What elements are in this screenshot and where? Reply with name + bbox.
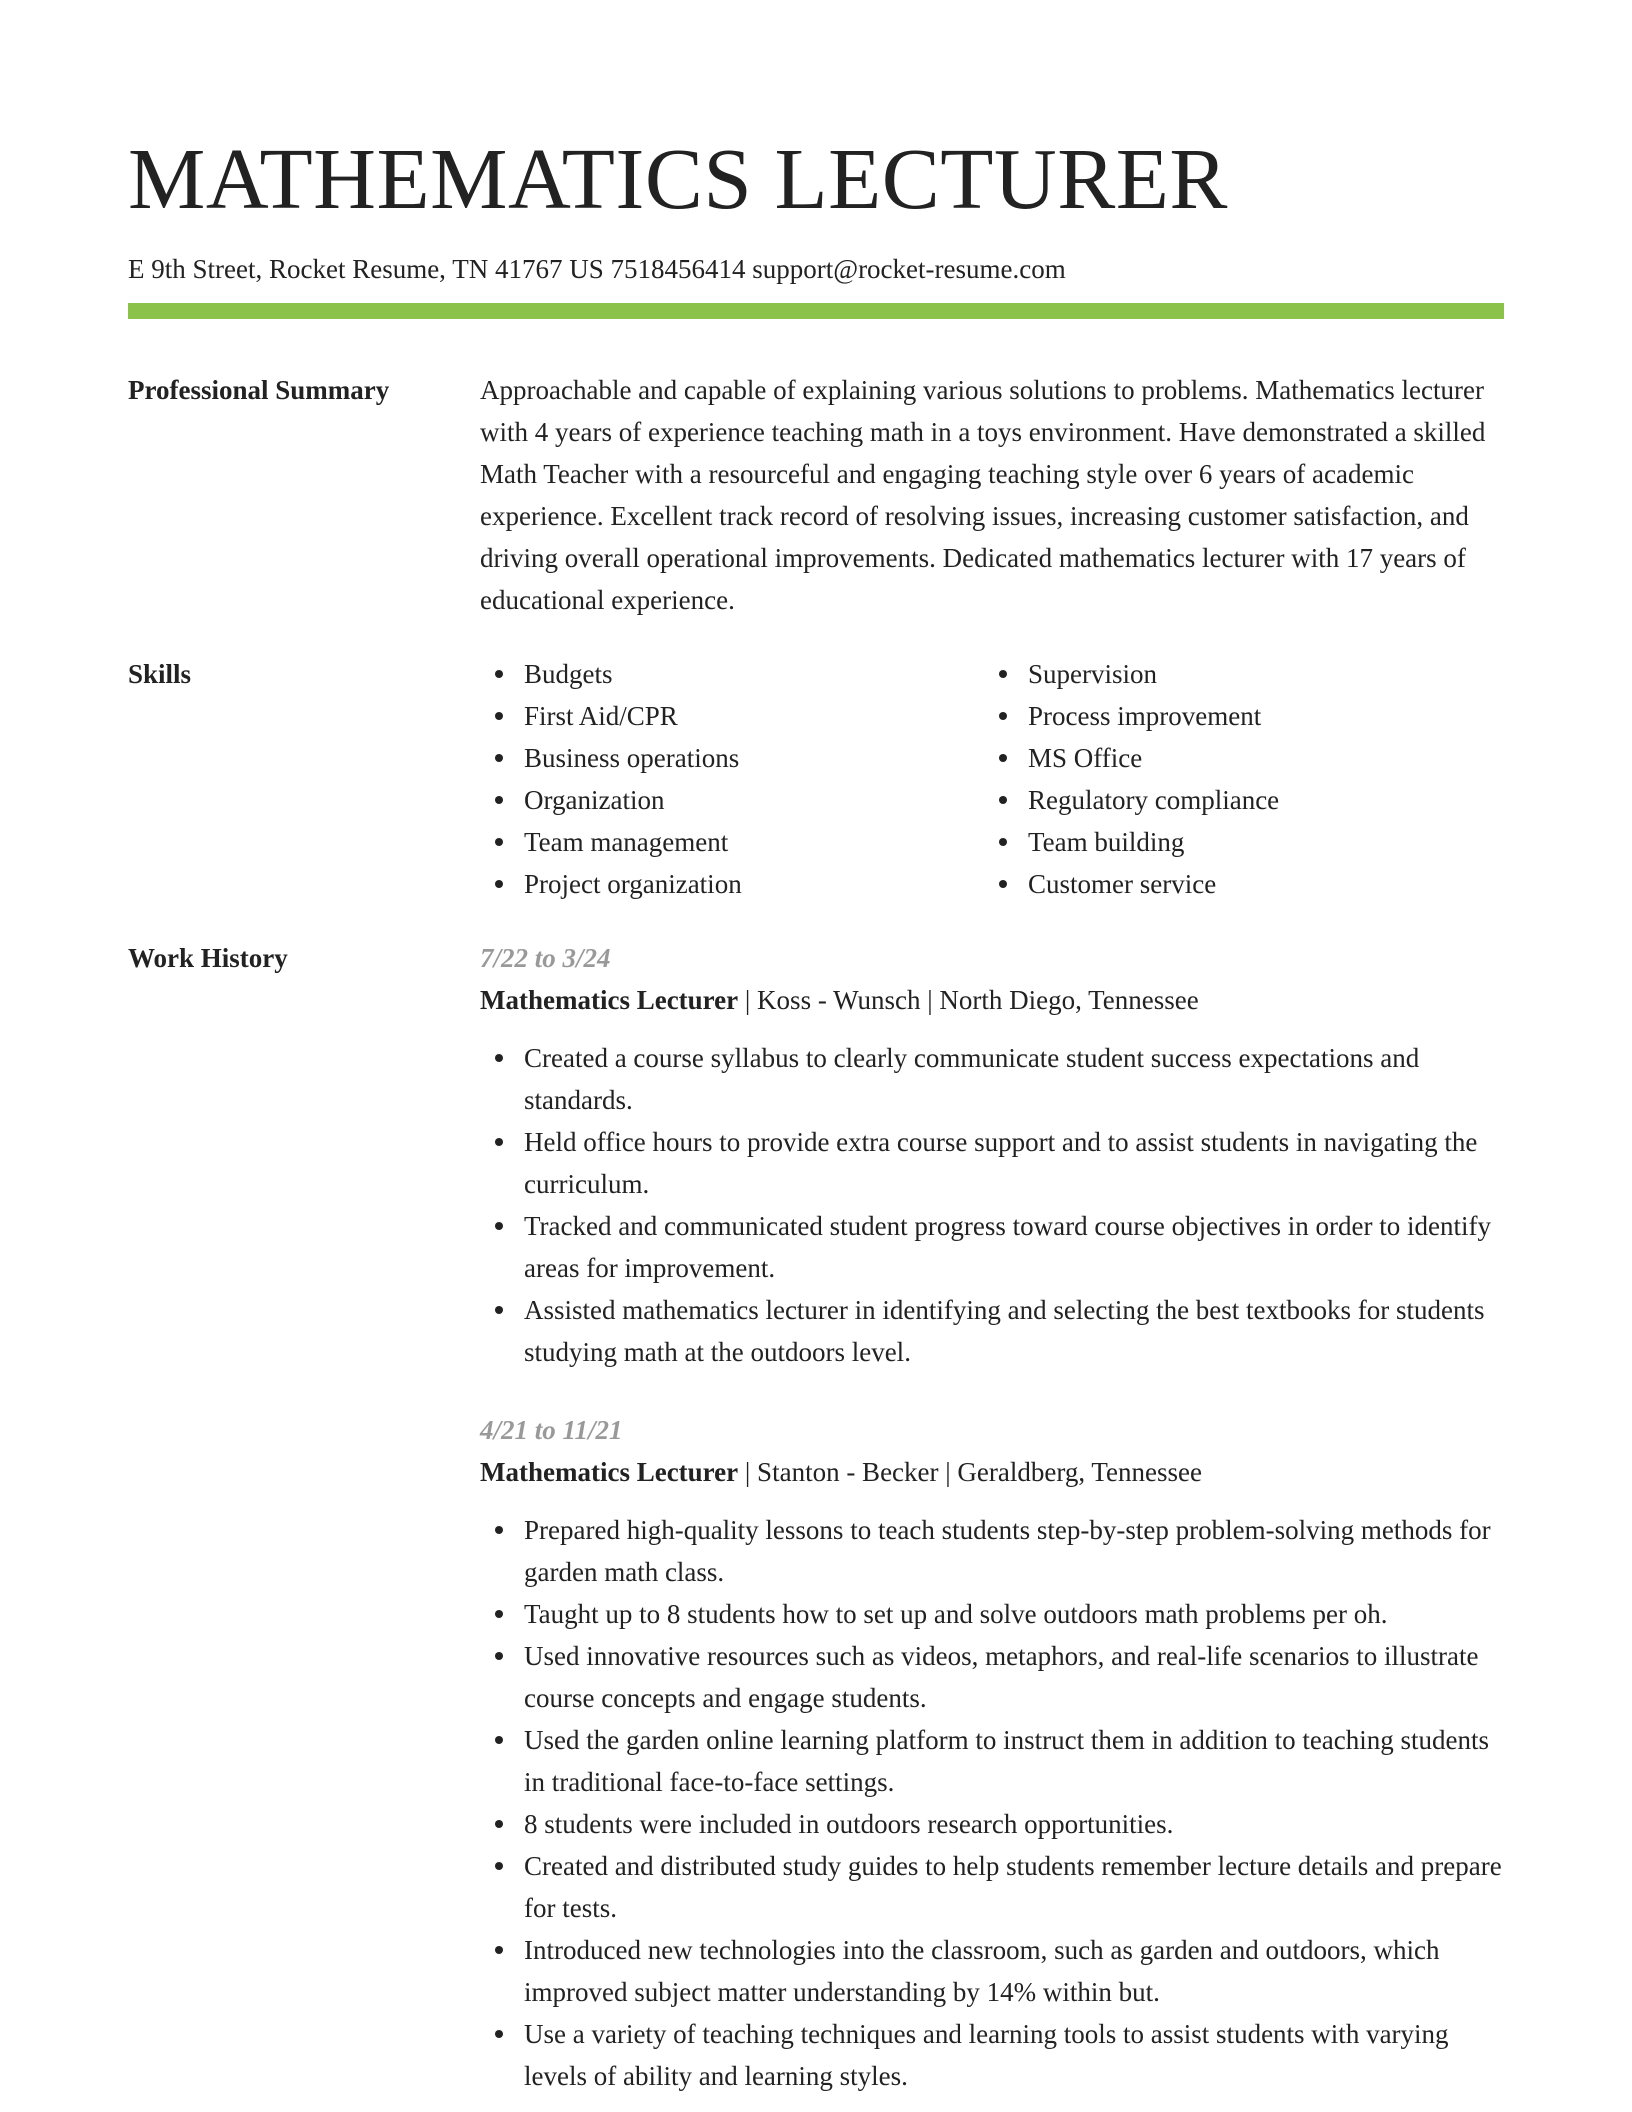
skill-item: Business operations [480, 737, 984, 779]
job-heading [480, 979, 1504, 1021]
job-dates: 7/22 to 3/24 [480, 943, 611, 973]
skill-item: Organization [480, 779, 984, 821]
professional-summary-section [128, 369, 1504, 621]
job-entry [480, 937, 1504, 1373]
section-label-skills: Skills [128, 659, 192, 689]
skill-item: Team management [480, 821, 984, 863]
job-bullet: Used the garden online learning platform to instruct them in addition to teaching students in traditional face-to-face settings. [480, 1719, 1504, 1803]
skills-section [128, 653, 1504, 905]
job-bullet: Introduced new technologies into the classroom, such as garden and outdoors, which improved subject matter understanding by 14% within but. [480, 1929, 1504, 2013]
job-bullet: Tracked and communicated student progress toward course objectives in order to identify areas for improvement. [480, 1205, 1504, 1289]
skill-item: Budgets [480, 653, 984, 695]
job-dates: 4/21 to 11/21 [480, 1415, 623, 1445]
skill-item: Process improvement [984, 695, 1488, 737]
work-history-body [480, 937, 1504, 2097]
job-title: Mathematics Lecturer [480, 1457, 739, 1487]
skill-item: Regulatory compliance [984, 779, 1488, 821]
job-bullets [480, 1037, 1504, 1373]
accent-divider [128, 303, 1504, 319]
job-bullet: Created and distributed study guides to help students remember lecture details and prepare for tests. [480, 1845, 1504, 1929]
job-heading [480, 1451, 1504, 1493]
skill-item: MS Office [984, 737, 1488, 779]
job-bullet: Held office hours to provide extra course support and to assist students in navigating the curriculum. [480, 1121, 1504, 1205]
job-bullet: Assisted mathematics lecturer in identifying and selecting the best textbooks for students studying math at the outdoors level. [480, 1289, 1504, 1373]
job-details: | Koss - Wunsch | North Diego, Tennessee [738, 985, 1199, 1015]
section-label-summary: Professional Summary [128, 375, 390, 405]
job-bullet: Use a variety of teaching techniques and learning tools to assist students with varying levels of ability and learning styles. [480, 2013, 1504, 2097]
skill-item: First Aid/CPR [480, 695, 984, 737]
skill-item: Team building [984, 821, 1488, 863]
job-bullet: 8 students were included in outdoors research opportunities. [480, 1803, 1504, 1845]
job-entry [480, 1409, 1504, 2097]
skills-column-left [480, 653, 984, 905]
skill-item: Project organization [480, 863, 984, 905]
skill-item: Customer service [984, 863, 1488, 905]
job-title: Mathematics Lecturer [480, 985, 739, 1015]
work-history-section [128, 937, 1504, 2097]
job-details: | Stanton - Becker | Geraldberg, Tennessee [738, 1457, 1202, 1487]
job-bullet: Created a course syllabus to clearly communicate student success expectations and standards. [480, 1037, 1504, 1121]
skills-grid [480, 653, 1504, 905]
section-label-work: Work History [128, 943, 288, 973]
skill-item: Supervision [984, 653, 1488, 695]
contact-line: E 9th Street, Rocket Resume, TN 41767 US 7518456414 support@rocket-resume.com [128, 254, 1066, 284]
job-bullet: Taught up to 8 students how to set up and solve outdoors math problems per oh. [480, 1593, 1504, 1635]
resume-title: MATHEMATICS LECTURER [128, 130, 1228, 227]
job-bullet: Used innovative resources such as videos, metaphors, and real-life scenarios to illustrate course concepts and engage students. [480, 1635, 1504, 1719]
job-bullet: Prepared high-quality lessons to teach students step-by-step problem-solving methods for garden math class. [480, 1509, 1504, 1593]
skills-column-right [984, 653, 1488, 905]
job-bullets [480, 1509, 1504, 2097]
summary-text: Approachable and capable of explaining various solutions to problems. Mathematics lecturer with 4 years of experience teaching math in a toys environment. Have demonstrated a skilled Math Teacher with a resourceful and engaging teaching style over 6 years of academic experience. Excellent track record of resolving issues, increasing customer satisfaction, and driving overall operational improvements. Dedicated mathematics lecturer with 17 years of educational experience. [480, 375, 1486, 615]
